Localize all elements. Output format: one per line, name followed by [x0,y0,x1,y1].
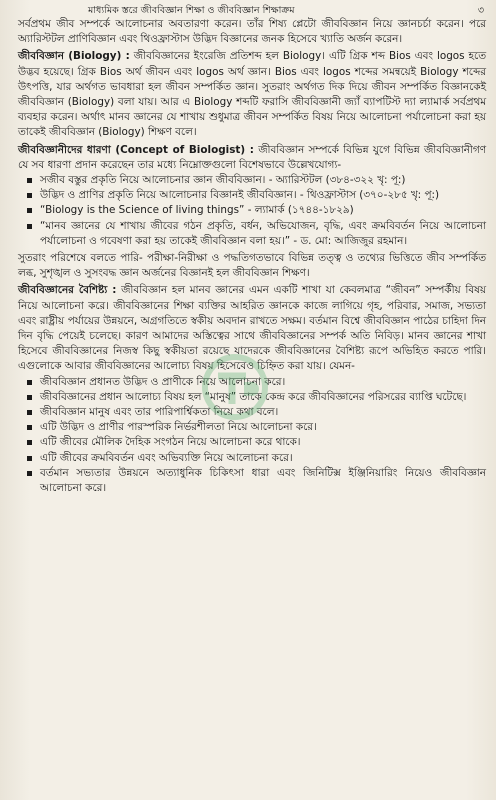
running-header [18,4,486,17]
biology-text: জীববিজ্ঞানের ইংরেজি প্রতিশব্দ হল Biology। এটি গ্রিক শব্দ Bios এবং logos হতে উদ্ভব হয়েছে। গ্রিক Bios অর্থ জীবন এবং logos অর্থ জ্ঞান। Bios এবং logos শব্দের সমন্বয়েই Biology শব্দের উৎপত্তি, যার অর্থগত ভাবধারা হল জীবন সম্পর্কিত জ্ঞান। সুতরাং অর্থগত দিক দিয়ে জীবন সম্পর্কিত বিজ্ঞানকেই জীববিজ্ঞান (Biology) বলা যায়। আর এ Biology শব্দটি ফরাসি জীববিজ্ঞানী জ্যাঁ ব্যাপটিস্ট দ্যা ল্যামার্ক সর্বপ্রথম ব্যবহার করেন। অর্থাৎ মানব জ্ঞানের যে শাখায় শুধুমাত্র জীবন সম্পর্কিত বিষয় নিয়ে আলোচনা পর্যালোচনা করা হয় তাকেই জীববিজ্ঞান (Biology) শিক্ষণ বলে। [18,50,486,139]
list-item: এটি উদ্ভিদ ও প্রাণীর পারস্পরিক নির্ভরশীলতা নিয়ে আলোচনা করে। [26,420,486,435]
biology-paragraph [18,49,486,140]
biology-heading: জীববিজ্ঞান (Biology) : [18,50,130,63]
features-text: জীববিজ্ঞান হল মানব জ্ঞানের এমন একটি শাখা যা কেবলমাত্র “জীবন” সম্পর্কীয় বিষয় নিয়ে আলোচনা করে। জীববিজ্ঞানের শিক্ষা ব্যক্তির আহরিত জ্ঞানকে কাজে লাগিয়ে গৃহ, পরিবার, সমাজ, সভ্যতা এবং রাষ্ট্রীয় পর্যায়ের উন্নয়নে, অগ্রগতিতে স্বকীয় অবদান রাখতে সক্ষম। বর্তমান বিশ্বে জীববিজ্ঞান পাঠের চাহিদা দিন দিন বৃদ্ধি পেয়েই চলেছে। কারণ আমাদের অস্তিত্বের সাথে জীববিজ্ঞানের সম্পর্ক অতি নিবিড়। মানব জ্ঞানের শাখা হিসেবে জীববিজ্ঞানের নিজস্ব কিছু স্বকীয়তা রয়েছে যাদেরকে জীববিজ্ঞানের বৈশিষ্ট্য রূপে অভিহিত করতে পারি। এগুলোকে আবার জীববিজ্ঞানের আলোচ্য বিষয় হিসেবেও চিহ্নিত করা যায়। যেমন- [18,284,486,373]
intro-paragraph: সর্বপ্রথম জীব সম্পর্কে আলোচনার অবতারণা করেন। তাঁর শিষ্য প্লেটো জীববিজ্ঞান নিয়ে জ্ঞানচর্চা করেন। পরে অ্যারিস্টটল প্রাণিবিজ্ঞান এবং থিওফ্রাস্টাস উদ্ভিদ বিজ্ঞানের জনক হিসেবে খ্যাতি অর্জন করেন। [18,18,486,46]
features-heading: জীববিজ্ঞানের বৈশিষ্ট্য : [18,284,117,297]
list-item: উদ্ভিদ ও প্রাণির প্রকৃতি নিয়ে আলোচনার বিজ্ঞানই জীববিজ্ঞান। - থিওফ্রাস্টাস (৩৭০-২৮৫ খৃ: পূ:) [26,188,486,203]
list-item: সজীব বস্তুর প্রকৃতি নিয়ে আলোচনার জ্ঞান জীববিজ্ঞান। - অ্যারিস্টটল (৩৮৪-৩২২ খৃ: পূ:) [26,173,486,188]
list-item: “Biology is the Science of living things” - ল্যামার্ক (১৭৪৪-১৮২৯) [26,203,486,218]
list-item: জীববিজ্ঞান প্রধানত উদ্ভিদ ও প্রাণীকে নিয়ে আলোচনা করে। [26,375,486,390]
list-item: জীববিজ্ঞান মানুষ এবং তার পারিপার্শ্বিকতা নিয়ে কথা বলে। [26,405,486,420]
publisher-watermark-icon [200,352,270,422]
list-item: এটি জীবের ক্রমবিবর্তন এবং অভিব্যক্তি নিয়ে আলোচনা করে। [26,451,486,466]
list-item: এটি জীবের মৌলিক দৈহিক সংগঠন নিয়ে আলোচনা করে থাকে। [26,435,486,450]
conclusion-paragraph: সুতরাং পরিশেষে বলতে পারি- পরীক্ষা-নিরীক্ষা ও পদ্ধতিগতভাবে বিভিন্ন তত্ত্ব ও তথ্যের ভিত্তিতে জীব সম্পর্কিত লব্ধ, সুশৃঙ্খল ও সুসংবদ্ধ জ্ঞান অর্জনের বিজ্ঞানই হল জীববিজ্ঞান শিক্ষণ। [18,252,486,280]
list-item: বর্তমান সভ্যতার উন্নয়নে অত্যাধুনিক চিকিৎসা ধারা এবং জিনিটিক্স ইঞ্জিনিয়ারিং নিয়েও জীববিজ্ঞান আলোচনা করে। [26,466,486,496]
concept-text: জীববিজ্ঞান সম্পর্কে বিভিন্ন যুগে বিভিন্ন জীববিজ্ঞানীগণ যে সব ধারণা প্রদান করেছেন তার মধ্যে নিম্নোক্তগুলো বিশেষভাবে উল্লেখযোগ্য- [18,143,486,171]
list-item: জীববিজ্ঞানের প্রধান আলোচ্য বিষয় হল “মানুষ” তাকে কেন্দ্র করে জীববিজ্ঞানের পরিসরের ব্যাপ্তি ঘটেছে। [26,390,486,405]
concept-list [18,173,486,249]
header-title: মাধ্যমিক স্তরে জীববিজ্ঞান শিক্ষা ও জীববিজ্ঞান শিক্ষাক্রম [88,5,295,16]
concept-paragraph [18,143,486,173]
concept-heading: জীববিজ্ঞানীদের ধারণা (Concept of Biologist) : [18,143,254,156]
list-item: “মানব জ্ঞানের যে শাখায় জীবের গঠন প্রকৃতি, বর্ধন, অভিযোজন, বৃদ্ধি, এবং ক্রমবিবর্তন নিয়ে আলোচনা পর্যালোচনা ও গবেষণা করা হয় তাকেই জীববিজ্ঞান বলা হয়।” - ড. মো: আজিজুর রহমান। [26,219,486,249]
page-number: ৩ [477,5,484,16]
